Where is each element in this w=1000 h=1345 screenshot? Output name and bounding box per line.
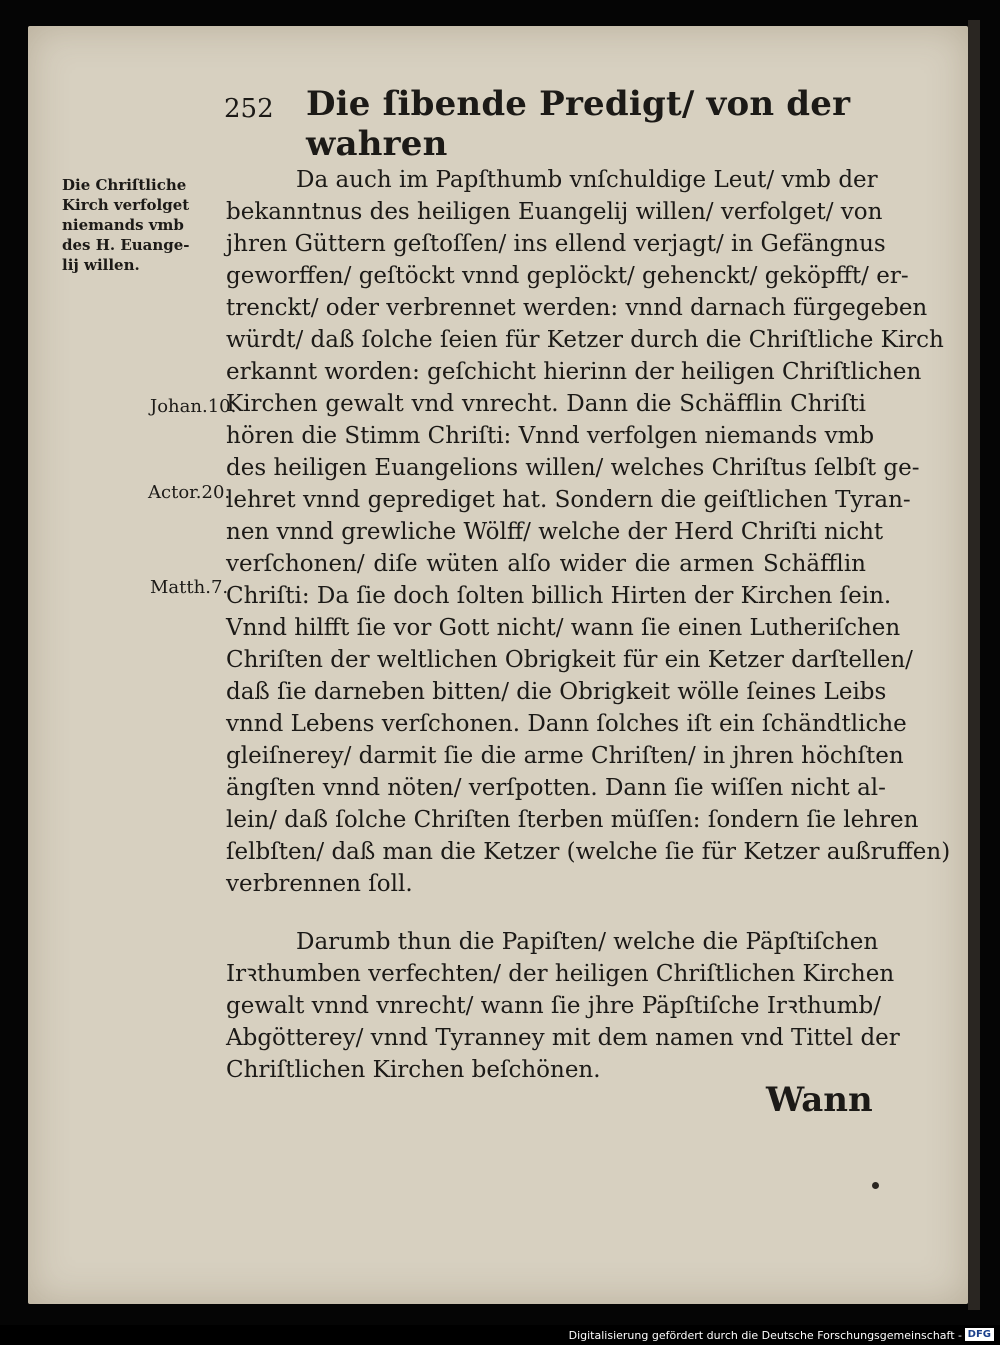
footer-credit: Digitalisierung gefördert durch die Deutsche Forschungsgemeinschaft -	[568, 1329, 962, 1342]
body-line: geworffen/ geſtöckt vnnd geplöckt/ gehenckt/ geköpfft/ er-	[226, 263, 909, 289]
margin-note-line: niemands vmb	[62, 216, 184, 234]
body-line: würdt/ daß ſolche ſeien für Ketzer durch die Chriſtliche Kirch	[226, 327, 944, 353]
body-line: ſelbſten/ daß man die Ketzer (welche ſie für Ketzer außruffen)	[226, 839, 951, 865]
catchword: Wann	[766, 1080, 873, 1120]
body-line: des heiligen Euangelions willen/ welches Chriſtus ſelbſt ge-	[226, 455, 920, 481]
body-line: Vnnd hilfft ſie vor Gott nicht/ wann ſie einen Lutheriſchen	[226, 615, 901, 641]
body-line: verbrennen ſoll.	[226, 871, 413, 897]
body-line: ängſten vnnd nöten/ verſpotten. Dann ſie wiſſen nicht al-	[226, 775, 886, 801]
body-line: Chriſten der weltlichen Obrigkeit für ein Ketzer darſtellen/	[226, 647, 913, 673]
body-line: Chriſti: Da ſie doch ſolten billich Hirten der Kirchen ſein.	[226, 583, 892, 609]
body-line: Darumb thun die Papiſten/ welche die Päpſtiſchen	[296, 929, 879, 955]
page-number: 252	[224, 94, 274, 124]
body-line: Irꝛthumben verfechten/ der heiligen Chriſtlichen Kirchen	[226, 961, 895, 987]
body-line: daß ſie darneben bitten/ die Obrigkeit wölle ſeines Leibs	[226, 679, 887, 705]
running-head: Die ſibende Predigt/ von der wahren	[306, 84, 851, 164]
body-line: verſchonen/ diſe wüten alſo wider die armen Schäfflin	[226, 551, 866, 577]
body-line: lehret vnnd geprediget hat. Sondern die geiſtlichen Tyran-	[226, 487, 911, 513]
body-line: Kirchen gewalt vnd vnrecht. Dann die Schäfflin Chriſti	[226, 391, 866, 417]
dfg-logo-icon: DFG	[965, 1328, 994, 1341]
body-line: vnnd Lebens verſchonen. Dann ſolches iſt ein ſchändtliche	[226, 711, 907, 737]
body-line: nen vnnd grewliche Wölff/ welche der Herd Chriſti nicht	[226, 519, 884, 545]
body-line: erkannt worden: geſchicht hierinn der heiligen Chriſtlichen	[226, 359, 922, 385]
body-line: jhren Güttern geſtoſſen/ ins ellend verjagt/ in Gefängnus	[226, 231, 886, 257]
body-line: bekanntnus des heiligen Euangelij willen/ verfolget/ von	[226, 199, 883, 225]
body-line: Chriſtlichen Kirchen beſchönen.	[226, 1057, 601, 1083]
body-line: gleiſnerey/ darmit ſie die arme Chriſten/ in jhren höchſten	[226, 743, 904, 769]
margin-ref-actor: Actor.20.	[148, 482, 231, 503]
ink-dot	[872, 1182, 879, 1189]
body-line: Abgötterey/ vnnd Tyranney mit dem namen vnd Tittel der	[226, 1025, 900, 1051]
margin-ref-matth: Matth.7.	[150, 577, 229, 598]
page-edge	[968, 20, 980, 1310]
margin-note-line: Kirch verfolget	[62, 196, 190, 214]
footer-bar	[0, 1325, 1000, 1345]
margin-note-line: lij willen.	[62, 256, 140, 274]
body-line: lein/ daß ſolche Chriſten ſterben müſſen: ſondern ſie lehren	[226, 807, 919, 833]
body-line: trenckt/ oder verbrennet werden: vnnd darnach fürgegeben	[226, 295, 928, 321]
margin-note-line: des H. Euange-	[62, 236, 190, 254]
margin-note-line: Die Chriſtliche	[62, 176, 187, 194]
body-line: hören die Stimm Chriſti: Vnnd verfolgen niemands vmb	[226, 423, 875, 449]
margin-ref-johan: Johan.10.	[150, 396, 237, 417]
body-line: Da auch im Papſthumb vnſchuldige Leut/ vmb der	[296, 167, 878, 193]
body-line: gewalt vnnd vnrecht/ wann ſie jhre Päpſtiſche Irꝛthumb/	[226, 993, 881, 1019]
